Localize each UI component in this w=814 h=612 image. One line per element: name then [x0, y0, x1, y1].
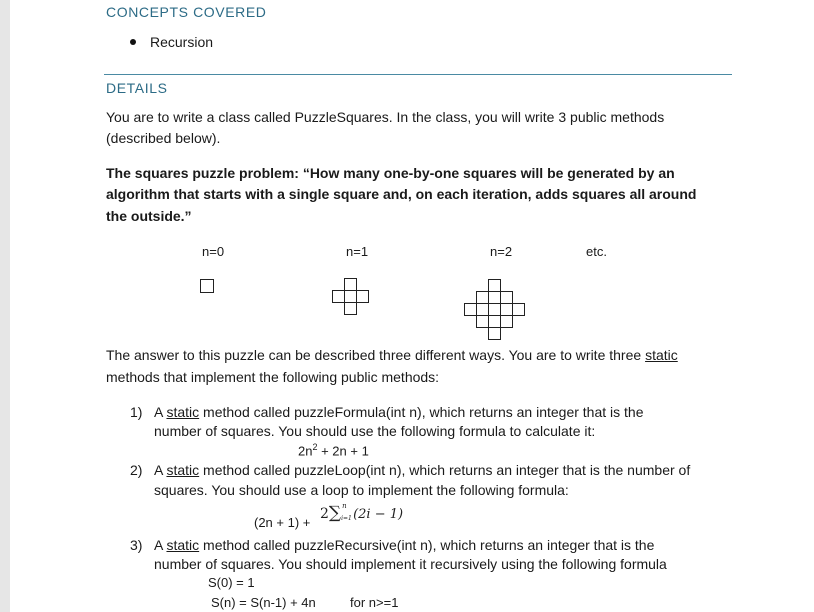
sum-limits: [341, 501, 353, 524]
intro-line-1: You are to write a class called PuzzleSquares. In the class, you will write 3 public methods: [106, 109, 665, 125]
page-margin-bar: [0, 0, 10, 612]
static-keyword: static: [645, 347, 678, 363]
sum-upper-limit: n: [342, 501, 347, 510]
sum-coefficient: 2: [320, 506, 329, 522]
square: [488, 327, 501, 340]
figure-label-etc: etc.: [586, 244, 607, 259]
base-case: S(0) = 1: [208, 575, 255, 590]
square: [356, 290, 369, 303]
concepts-heading: CONCEPTS COVERED: [106, 4, 267, 20]
square: [500, 315, 513, 328]
method-2-number: 2): [130, 462, 143, 478]
problem-line-1: The squares puzzle problem: “How many one-by-one squares will be generated by an: [106, 165, 675, 181]
method-text: A: [154, 537, 167, 553]
bullet-icon: [130, 39, 136, 45]
sum-symbol: ∑: [328, 503, 342, 523]
square: [512, 303, 525, 316]
list-item: [130, 34, 213, 50]
method-text: method called puzzleRecursive(int n), which returns an integer that is the: [199, 537, 655, 553]
sum-term: (2i − 1): [353, 507, 404, 522]
formula-2-prefix: (2n + 1) +: [254, 515, 311, 530]
static-keyword: static: [166, 404, 200, 420]
figure-label-n2: n=2: [490, 244, 513, 259]
method-text: A: [154, 462, 167, 478]
answer-text: The answer to this puzzle can be described three different ways. You are to write three: [106, 347, 646, 363]
section-divider: [104, 74, 732, 75]
method-text: method called puzzleFormula(int n), which returns an integer that is the: [199, 404, 644, 420]
static-keyword: static: [166, 462, 200, 478]
formula-term: 2n: [298, 443, 313, 459]
problem-line-3: the outside.”: [106, 208, 192, 224]
figure-label-n0: n=0: [202, 244, 225, 259]
method-text: A: [154, 404, 167, 420]
problem-line-2: algorithm that starts with a single square and, on each iteration, adds squares all around: [106, 186, 697, 202]
method-1-number: 1): [130, 404, 143, 420]
method-2-line-2: squares. You should use a loop to implement the following formula:: [154, 482, 569, 498]
answer-line-2: methods that implement the following public methods:: [106, 369, 440, 385]
method-3-line-2: number of squares. You should implement it recursively using the following formula: [154, 556, 667, 572]
square: [200, 279, 214, 293]
sum-lower-limit: i=1: [341, 514, 352, 522]
method-2-line-1: [154, 460, 690, 481]
formula-1: [298, 442, 369, 458]
recursive-condition: for n>=1: [350, 595, 399, 610]
method-1-line-1: [154, 402, 644, 423]
recursive-case: S(n) = S(n-1) + 4n: [211, 595, 316, 610]
concept-recursion: Recursion: [150, 34, 214, 50]
intro-line-2: (described below).: [106, 130, 221, 146]
method-text: method called puzzleLoop(int n), which returns an integer that is the number of: [199, 462, 691, 478]
method-1-line-2: number of squares. You should use the following formula to calculate it:: [154, 423, 596, 439]
formula-exponent: 2: [312, 442, 318, 452]
formula-term: + 2n + 1: [317, 443, 369, 459]
details-heading: DETAILS: [106, 80, 168, 96]
static-keyword: static: [166, 537, 200, 553]
figure-label-n1: n=1: [346, 244, 369, 259]
method-3-line-1: [154, 535, 654, 556]
method-3-number: 3): [130, 537, 143, 553]
answer-line-1: [106, 345, 678, 366]
square: [344, 302, 357, 315]
formula-2-summation: [320, 503, 403, 524]
